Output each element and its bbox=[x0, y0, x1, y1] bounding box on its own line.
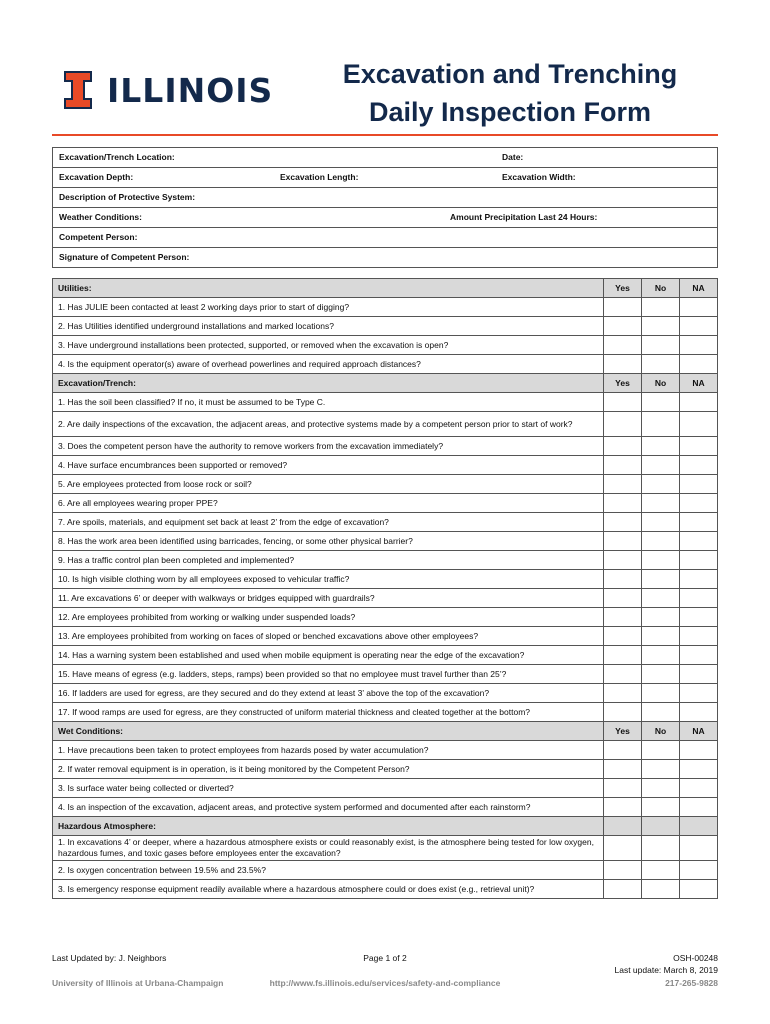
answer-yes-cell[interactable] bbox=[604, 298, 642, 317]
answer-yes-cell[interactable] bbox=[604, 627, 642, 646]
answer-yes-cell[interactable] bbox=[604, 336, 642, 355]
answer-no-cell[interactable] bbox=[642, 665, 680, 684]
answer-yes-cell[interactable] bbox=[604, 798, 642, 817]
question-row bbox=[53, 513, 718, 532]
info-row bbox=[53, 228, 718, 248]
question-row bbox=[53, 627, 718, 646]
question-row bbox=[53, 412, 718, 437]
question-row bbox=[53, 393, 718, 412]
answer-no-cell[interactable] bbox=[642, 456, 680, 475]
column-yes-header bbox=[604, 817, 642, 836]
website-link[interactable]: http://www.fs.illinois.edu/services/safety-and-compliance bbox=[269, 978, 501, 988]
answer-no-cell[interactable] bbox=[642, 646, 680, 665]
answer-no-cell[interactable] bbox=[642, 393, 680, 412]
answer-yes-cell[interactable] bbox=[604, 646, 642, 665]
question-text: 5. Are employees protected from loose rock or soil? bbox=[53, 475, 604, 494]
question-row bbox=[53, 456, 718, 475]
answer-na-cell[interactable] bbox=[680, 494, 718, 513]
column-no-header bbox=[642, 817, 680, 836]
question-row bbox=[53, 336, 718, 355]
answer-na-cell[interactable] bbox=[680, 475, 718, 494]
answer-no-cell[interactable] bbox=[642, 532, 680, 551]
question-text: 4. Is the equipment operator(s) aware of overhead powerlines and required approach distances? bbox=[53, 355, 604, 374]
section-title: Excavation/Trench: bbox=[53, 374, 604, 393]
answer-na-cell[interactable] bbox=[680, 355, 718, 374]
answer-no-cell[interactable] bbox=[642, 412, 680, 437]
inspection-checklist bbox=[52, 278, 718, 899]
answer-na-cell[interactable] bbox=[680, 779, 718, 798]
answer-na-cell[interactable] bbox=[680, 880, 718, 899]
info-row bbox=[53, 208, 718, 228]
title-line-2: Daily Inspection Form bbox=[368, 97, 652, 127]
answer-yes-cell[interactable] bbox=[604, 836, 642, 861]
section-header-row bbox=[53, 279, 718, 298]
info-row bbox=[53, 248, 718, 268]
info-cell[interactable] bbox=[53, 248, 718, 268]
answer-yes-cell[interactable] bbox=[604, 456, 642, 475]
question-text: 10. Is high visible clothing worn by all employees exposed to vehicular traffic? bbox=[53, 570, 604, 589]
answer-na-cell[interactable] bbox=[680, 608, 718, 627]
question-row bbox=[53, 684, 718, 703]
info-cell[interactable] bbox=[53, 188, 718, 208]
title-line-1: Excavation and Trenching bbox=[342, 59, 678, 89]
logo-text: ILLINOIS bbox=[107, 70, 274, 110]
question-text: 4. Is an inspection of the excavation, adjacent areas, and protective system performed and documented after each rainstorm? bbox=[53, 798, 604, 817]
answer-yes-cell[interactable] bbox=[604, 355, 642, 374]
question-text: 1. In excavations 4’ or deeper, where a hazardous atmosphere exists or could reasonably exist, is the atmosphere being tested for low oxygen, hazardous fumes, and toxic gases before employees enter the excavation? bbox=[53, 836, 604, 861]
answer-yes-cell[interactable] bbox=[604, 437, 642, 456]
answer-no-cell[interactable] bbox=[642, 836, 680, 861]
answer-yes-cell[interactable] bbox=[604, 532, 642, 551]
answer-no-cell[interactable] bbox=[642, 684, 680, 703]
question-row bbox=[53, 298, 718, 317]
question-row bbox=[53, 589, 718, 608]
answer-yes-cell[interactable] bbox=[604, 494, 642, 513]
column-na-header bbox=[680, 817, 718, 836]
question-text: 8. Has the work area been identified using barricades, fencing, or some other physical barrier? bbox=[53, 532, 604, 551]
column-na-header: NA bbox=[680, 279, 718, 298]
answer-na-cell[interactable] bbox=[680, 532, 718, 551]
question-text: 7. Are spoils, materials, and equipment set back at least 2’ from the edge of excavation? bbox=[53, 513, 604, 532]
updated-by: Last Updated by: J. Neighbors bbox=[52, 953, 167, 963]
question-text: 16. If ladders are used for egress, are they secured and do they extend at least 3’ above the top of the excavation? bbox=[53, 684, 604, 703]
answer-no-cell[interactable] bbox=[642, 608, 680, 627]
question-text: 15. Have means of egress (e.g. ladders, steps, ramps) been provided so that no employee must travel further than 25’? bbox=[53, 665, 604, 684]
page-title bbox=[320, 55, 700, 131]
answer-yes-cell[interactable] bbox=[604, 608, 642, 627]
answer-na-cell[interactable] bbox=[680, 570, 718, 589]
answer-na-cell[interactable] bbox=[680, 684, 718, 703]
answer-no-cell[interactable] bbox=[642, 551, 680, 570]
question-row bbox=[53, 475, 718, 494]
illinois-logo bbox=[63, 70, 273, 110]
answer-na-cell[interactable] bbox=[680, 513, 718, 532]
answer-yes-cell[interactable] bbox=[604, 513, 642, 532]
question-text: 1. Has JULIE been contacted at least 2 working days prior to start of digging? bbox=[53, 298, 604, 317]
question-text: 14. Has a warning system been established and used when mobile equipment is operating near the edge of the excavation? bbox=[53, 646, 604, 665]
answer-yes-cell[interactable] bbox=[604, 589, 642, 608]
answer-no-cell[interactable] bbox=[642, 336, 680, 355]
question-text: 6. Are all employees wearing proper PPE? bbox=[53, 494, 604, 513]
answer-na-cell[interactable] bbox=[680, 589, 718, 608]
answer-yes-cell[interactable] bbox=[604, 760, 642, 779]
info-table bbox=[52, 147, 718, 268]
answer-na-cell[interactable] bbox=[680, 412, 718, 437]
question-row bbox=[53, 608, 718, 627]
answer-no-cell[interactable] bbox=[642, 570, 680, 589]
answer-no-cell[interactable] bbox=[642, 880, 680, 899]
column-yes-header: Yes bbox=[604, 279, 642, 298]
question-row bbox=[53, 665, 718, 684]
question-text: 9. Has a traffic control plan been completed and implemented? bbox=[53, 551, 604, 570]
info-row bbox=[53, 168, 718, 188]
answer-yes-cell[interactable] bbox=[604, 551, 642, 570]
answer-na-cell[interactable] bbox=[680, 836, 718, 861]
question-text: 4. Have surface encumbrances been supported or removed? bbox=[53, 456, 604, 475]
section-title: Utilities: bbox=[53, 279, 604, 298]
block-i-icon bbox=[63, 70, 93, 110]
answer-no-cell[interactable] bbox=[642, 861, 680, 880]
answer-yes-cell[interactable] bbox=[604, 861, 642, 880]
section-header-row bbox=[53, 722, 718, 741]
question-text: 2. Is oxygen concentration between 19.5% and 23.5%? bbox=[53, 861, 604, 880]
question-row bbox=[53, 317, 718, 336]
question-text: 3. Is surface water being collected or diverted? bbox=[53, 779, 604, 798]
answer-na-cell[interactable] bbox=[680, 646, 718, 665]
answer-no-cell[interactable] bbox=[642, 798, 680, 817]
question-row bbox=[53, 760, 718, 779]
date-label: Date: bbox=[502, 152, 524, 162]
last-update: Last update: March 8, 2019 bbox=[614, 965, 718, 975]
answer-na-cell[interactable] bbox=[680, 703, 718, 722]
question-row bbox=[53, 532, 718, 551]
question-text: 3. Have underground installations been protected, supported, or removed when the excavation is open? bbox=[53, 336, 604, 355]
question-text: 17. If wood ramps are used for egress, are they constructed of uniform material thickness and cleated together at the bottom? bbox=[53, 703, 604, 722]
answer-no-cell[interactable] bbox=[642, 760, 680, 779]
question-text: 2. Has Utilities identified underground installations and marked locations? bbox=[53, 317, 604, 336]
answer-na-cell[interactable] bbox=[680, 861, 718, 880]
section-title: Wet Conditions: bbox=[53, 722, 604, 741]
question-row bbox=[53, 437, 718, 456]
answer-yes-cell[interactable] bbox=[604, 317, 642, 336]
section-header-row bbox=[53, 374, 718, 393]
answer-yes-cell[interactable] bbox=[604, 779, 642, 798]
answer-no-cell[interactable] bbox=[642, 741, 680, 760]
info-cell[interactable] bbox=[53, 148, 718, 168]
question-row bbox=[53, 646, 718, 665]
depth-label: Excavation Depth: bbox=[59, 172, 134, 182]
answer-yes-cell[interactable] bbox=[604, 703, 642, 722]
answer-no-cell[interactable] bbox=[642, 437, 680, 456]
answer-na-cell[interactable] bbox=[680, 627, 718, 646]
answer-no-cell[interactable] bbox=[642, 589, 680, 608]
info-row bbox=[53, 148, 718, 168]
answer-no-cell[interactable] bbox=[642, 317, 680, 336]
answer-no-cell[interactable] bbox=[642, 355, 680, 374]
column-yes-header: Yes bbox=[604, 722, 642, 741]
answer-na-cell[interactable] bbox=[680, 741, 718, 760]
answer-no-cell[interactable] bbox=[642, 627, 680, 646]
question-row bbox=[53, 741, 718, 760]
answer-yes-cell[interactable] bbox=[604, 393, 642, 412]
column-no-header: No bbox=[642, 722, 680, 741]
column-na-header: NA bbox=[680, 374, 718, 393]
info-row bbox=[53, 188, 718, 208]
question-text: 3. Is emergency response equipment readily available where a hazardous atmosphere could or does exist (e.g., retrieval unit)? bbox=[53, 880, 604, 899]
question-row bbox=[53, 836, 718, 861]
answer-yes-cell[interactable] bbox=[604, 570, 642, 589]
question-text: 1. Have precautions been taken to protect employees from hazards posed by water accumulation? bbox=[53, 741, 604, 760]
answer-na-cell[interactable] bbox=[680, 798, 718, 817]
answer-na-cell[interactable] bbox=[680, 456, 718, 475]
answer-na-cell[interactable] bbox=[680, 437, 718, 456]
weather-label: Weather Conditions: bbox=[59, 212, 142, 222]
phone-number: 217-265-9828 bbox=[665, 978, 718, 988]
answer-na-cell[interactable] bbox=[680, 665, 718, 684]
protective-system-label: Description of Protective System: bbox=[59, 192, 196, 202]
answer-no-cell[interactable] bbox=[642, 494, 680, 513]
question-row bbox=[53, 703, 718, 722]
answer-no-cell[interactable] bbox=[642, 475, 680, 494]
column-no-header: No bbox=[642, 279, 680, 298]
question-text: 2. Are daily inspections of the excavation, the adjacent areas, and protective systems made by a competent person prior to start of work? bbox=[53, 412, 604, 437]
question-row bbox=[53, 494, 718, 513]
question-text: 11. Are excavations 6’ or deeper with walkways or bridges equipped with guardrails? bbox=[53, 589, 604, 608]
info-cell[interactable] bbox=[53, 168, 718, 188]
answer-no-cell[interactable] bbox=[642, 779, 680, 798]
section-header-row bbox=[53, 817, 718, 836]
answer-no-cell[interactable] bbox=[642, 703, 680, 722]
header-divider bbox=[52, 134, 718, 136]
answer-na-cell[interactable] bbox=[680, 317, 718, 336]
info-cell[interactable] bbox=[53, 228, 718, 248]
question-text: 1. Has the soil been classified? If no, it must be assumed to be Type C. bbox=[53, 393, 604, 412]
question-text: 13. Are employees prohibited from working on faces of sloped or benched excavations above other employees? bbox=[53, 627, 604, 646]
question-text: 12. Are employees prohibited from working or walking under suspended loads? bbox=[53, 608, 604, 627]
precipitation-label: Amount Precipitation Last 24 Hours: bbox=[450, 212, 598, 222]
question-row bbox=[53, 880, 718, 899]
doc-id: OSH-00248 bbox=[673, 953, 718, 963]
question-text: 2. If water removal equipment is in operation, is it being monitored by the Competent Person? bbox=[53, 760, 604, 779]
answer-yes-cell[interactable] bbox=[604, 412, 642, 437]
answer-yes-cell[interactable] bbox=[604, 741, 642, 760]
answer-no-cell[interactable] bbox=[642, 513, 680, 532]
answer-na-cell[interactable] bbox=[680, 551, 718, 570]
answer-yes-cell[interactable] bbox=[604, 665, 642, 684]
location-label: Excavation/Trench Location: bbox=[59, 152, 175, 162]
answer-na-cell[interactable] bbox=[680, 336, 718, 355]
answer-yes-cell[interactable] bbox=[604, 475, 642, 494]
signature-label: Signature of Competent Person: bbox=[59, 252, 190, 262]
question-row bbox=[53, 355, 718, 374]
section-title: Hazardous Atmosphere: bbox=[53, 817, 604, 836]
column-yes-header: Yes bbox=[604, 374, 642, 393]
question-row bbox=[53, 861, 718, 880]
question-row bbox=[53, 551, 718, 570]
answer-yes-cell[interactable] bbox=[604, 684, 642, 703]
question-row bbox=[53, 798, 718, 817]
length-label: Excavation Length: bbox=[280, 172, 359, 182]
answer-no-cell[interactable] bbox=[642, 298, 680, 317]
answer-na-cell[interactable] bbox=[680, 760, 718, 779]
question-row bbox=[53, 570, 718, 589]
answer-na-cell[interactable] bbox=[680, 298, 718, 317]
answer-yes-cell[interactable] bbox=[604, 880, 642, 899]
question-text: 3. Does the competent person have the authority to remove workers from the excavation immediately? bbox=[53, 437, 604, 456]
question-row bbox=[53, 779, 718, 798]
info-cell[interactable] bbox=[53, 208, 718, 228]
column-na-header: NA bbox=[680, 722, 718, 741]
answer-na-cell[interactable] bbox=[680, 393, 718, 412]
page-number: Page 1 of 2 bbox=[363, 953, 407, 963]
column-no-header: No bbox=[642, 374, 680, 393]
competent-person-label: Competent Person: bbox=[59, 232, 138, 242]
width-label: Excavation Width: bbox=[502, 172, 576, 182]
university-name: University of Illinois at Urbana-Champaign bbox=[52, 978, 224, 988]
